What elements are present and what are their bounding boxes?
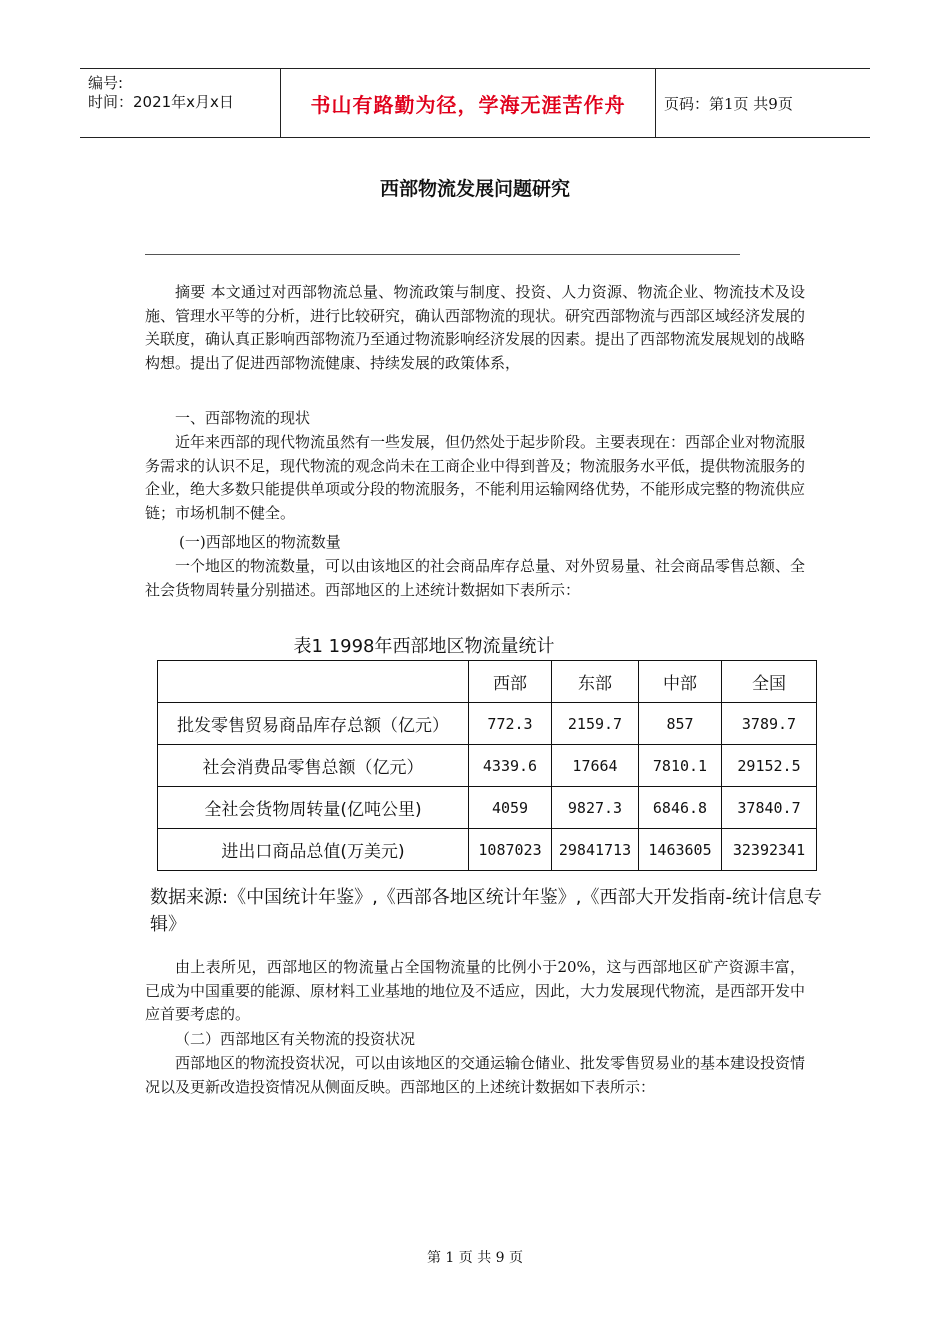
analysis-paragraph: 由上表所见，西部地区的物流量占全国物流量的比例小于20%，这与西部地区矿产资源丰富，已成为中国重要的能源、原材料工业基地的地位及不适应，因此，大力发展现代物流，是西部开发中应首要考虑的。: [145, 958, 806, 1023]
table-row: [158, 787, 817, 829]
header-page-info: [654, 69, 870, 137]
table-cell: 4339.6: [469, 745, 552, 787]
subsection-heading-1: (一)西部地区的物流数量: [179, 533, 341, 551]
page-info: 页码：第1页 共9页: [664, 94, 793, 113]
table-header-cell: [158, 661, 469, 703]
table-cell: 37840.7: [722, 787, 817, 829]
table-row: [158, 829, 817, 871]
table-cell: 9827.3: [552, 787, 639, 829]
table-cell: 1463605: [639, 829, 722, 871]
table-cell: 29152.5: [722, 745, 817, 787]
status-paragraph: 近年来西部的现代物流虽然有一些发展，但仍然处于起步阶段。主要表现在：西部企业对物流服务需求的认识不足，现代物流的观念尚未在工商企业中得到普及；物流服务水平低，提供物流服务的企业，绝大多数只能提供单项或分段的物流服务，不能利用运输网络优势，不能形成完整的物流供应链；市场机制不健全。: [145, 433, 806, 522]
table-cell: 4059: [469, 787, 552, 829]
table-header-row: [158, 661, 817, 703]
logistics-stat-table: [157, 660, 817, 871]
table-cell: 29841713: [552, 829, 639, 871]
table-cell: 857: [639, 703, 722, 745]
table-row: [158, 703, 817, 745]
table-cell: 1087023: [469, 829, 552, 871]
table-header-cell: 东部: [552, 661, 639, 703]
table-cell: 772.3: [469, 703, 552, 745]
table-header-cell: 西部: [469, 661, 552, 703]
section-heading-1: 一、西部物流的现状: [175, 409, 311, 427]
page-footer: 第 1 页 共 9 页: [426, 1250, 524, 1266]
table-source-note: 数据来源:《中国统计年鉴》,《西部各地区统计年鉴》,《西部大开发指南-统计信息专辑》: [150, 887, 822, 935]
table-header-cell: 中部: [639, 661, 722, 703]
abstract-paragraph: 摘要 本文通过对西部物流总量、物流政策与制度、投资、人力资源、物流企业、物流技术及设施、管理水平等的分析，进行比较研究，确认西部物流的现状。研究西部物流与西部区域经济发展的关联度，确认真正影响西部物流乃至通过物流影响经济发展的因素。提出了西部物流发展规划的战略构想。提出了促进西部物流健康、持续发展的政策体系，: [145, 283, 806, 372]
table-row: [158, 745, 817, 787]
row-label: 社会消费品零售总额（亿元）: [158, 745, 469, 787]
page-header: [80, 68, 870, 138]
title-divider: [145, 254, 740, 255]
quantity-paragraph: 一个地区的物流数量，可以由该地区的社会商品库存总量、对外贸易量、社会商品零售总额、全社会货物周转量分别描述。西部地区的上述统计数据如下表所示：: [145, 557, 806, 599]
motto: 书山有路勤为径，学海无涯苦作舟: [310, 92, 626, 117]
table-cell: 2159.7: [552, 703, 639, 745]
table-caption: 表1 1998年西部地区物流量统计: [293, 636, 555, 657]
table-cell: 3789.7: [722, 703, 817, 745]
table-cell: 7810.1: [639, 745, 722, 787]
row-label: 批发零售贸易商品库存总额（亿元）: [158, 703, 469, 745]
header-meta: [80, 69, 280, 137]
table-header-cell: 全国: [722, 661, 817, 703]
table-cell: 32392341: [722, 829, 817, 871]
investment-paragraph: 西部地区的物流投资状况，可以由该地区的交通运输仓储业、批发零售贸易业的基本建设投资情况以及更新改造投资情况从侧面反映。西部地区的上述统计数据如下表所示：: [145, 1054, 806, 1096]
table-cell: 17664: [552, 745, 639, 787]
time-label: 时间：2021年x月x日: [88, 93, 234, 111]
document-title: 西部物流发展问题研究: [379, 178, 570, 200]
code-label: 编号:: [88, 74, 124, 92]
row-label: 全社会货物周转量(亿吨公里): [158, 787, 469, 829]
header-motto-cell: [280, 69, 656, 137]
table-cell: 6846.8: [639, 787, 722, 829]
row-label: 进出口商品总值(万美元): [158, 829, 469, 871]
subsection-heading-2: （二）西部地区有关物流的投资状况: [175, 1030, 416, 1048]
